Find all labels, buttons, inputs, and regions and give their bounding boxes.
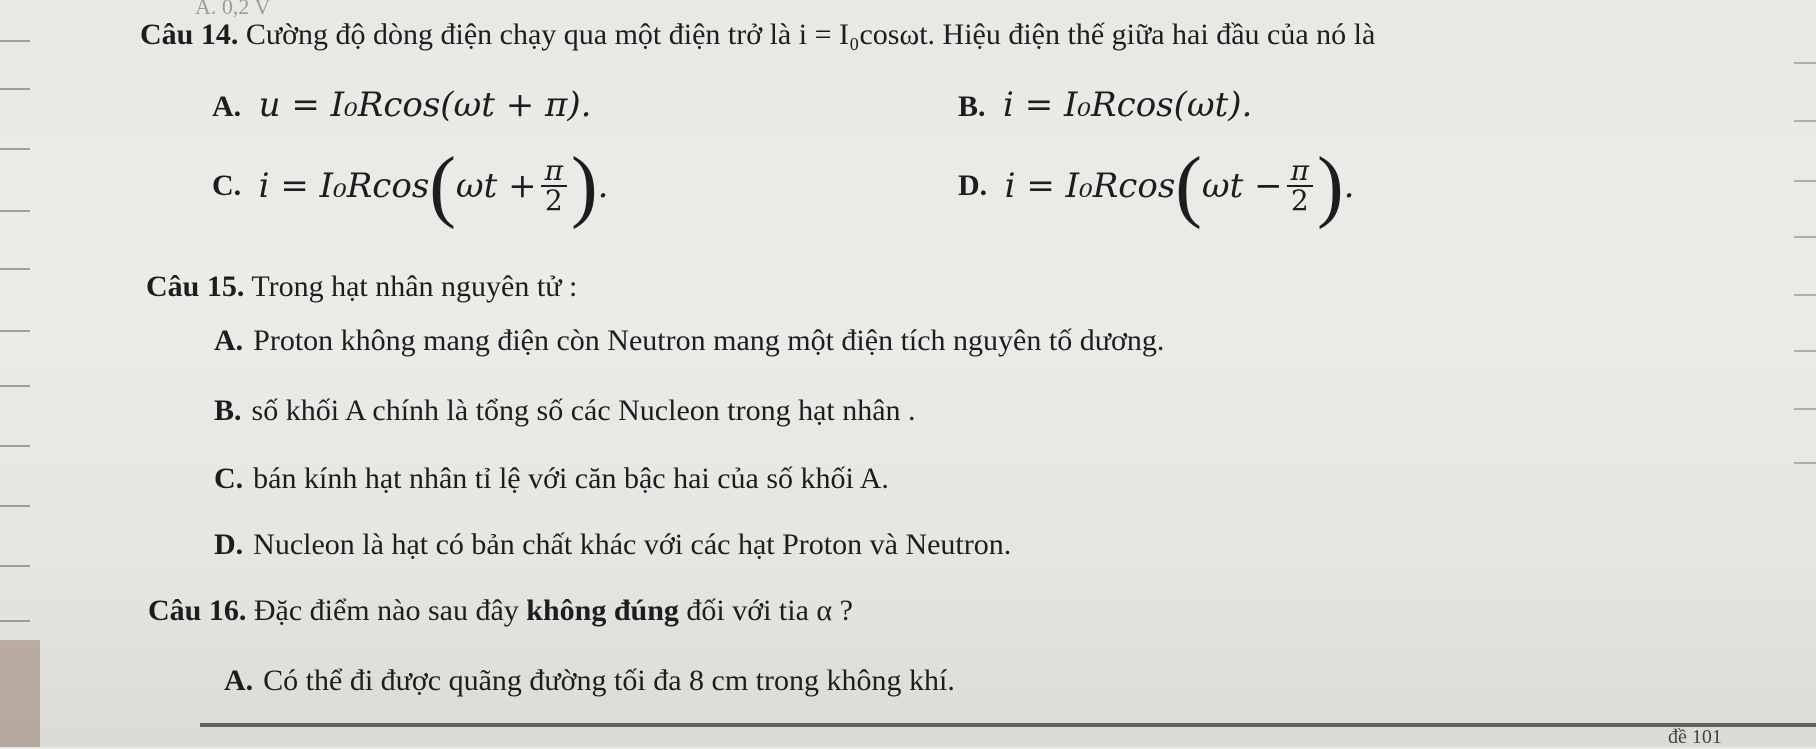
question-16 <box>148 596 853 626</box>
q15-option-a-label: A. <box>214 324 244 357</box>
q15-option-b-text: số khối A chính là tổng số các Nucleon trong hạt nhân . <box>251 394 916 427</box>
question-16-text-before: Đặc điểm nào sau đây <box>253 594 519 627</box>
q14-option-c-prefix: i = I₀Rcos <box>258 166 430 206</box>
q15-option-d-label: D. <box>214 528 244 561</box>
question-16-label: Câu 16. <box>148 594 247 627</box>
q15-option-c <box>214 464 889 494</box>
q14-option-d-fraction <box>1287 154 1313 217</box>
q14-option-a <box>212 85 592 125</box>
open-paren: ( <box>429 142 456 230</box>
q14-option-c-label: C. <box>212 169 242 202</box>
q15-option-c-label: C. <box>214 462 244 495</box>
q14-option-a-formula: u = I₀Rcos(ωt + π). <box>258 85 592 125</box>
q14-option-d-label: D. <box>958 169 988 202</box>
q15-option-a-text: Proton không mang điện còn Neutron mang một điện tích nguyên tố dương. <box>253 324 1165 357</box>
period: . <box>1343 166 1355 206</box>
question-15-text: Trong hạt nhân nguyên tử : <box>251 270 578 303</box>
open-paren: ( <box>1175 142 1202 230</box>
question-15-label: Câu 15. <box>146 270 245 303</box>
q16-option-a <box>224 666 955 696</box>
period: . <box>597 166 609 206</box>
q14-option-d-prefix: i = I₀Rcos <box>1004 166 1176 206</box>
q15-option-d <box>214 530 1011 560</box>
q14-option-d <box>958 142 1355 230</box>
q15-option-b-label: B. <box>214 394 242 427</box>
close-paren: ) <box>571 142 598 230</box>
q15-option-c-text: bán kính hạt nhân tỉ lệ với căn bậc hai của số khối A. <box>253 462 889 495</box>
q15-option-d-text: Nucleon là hạt có bản chất khác với các hạt Proton và Neutron. <box>253 528 1012 561</box>
top-fragment: A. 0,2 V <box>195 0 271 19</box>
q14-option-c-fraction <box>541 154 567 217</box>
question-16-text-after: đối với tia α ? <box>686 594 853 627</box>
question-14-text: Cường độ dòng điện chạy qua một điện trở là i = I₀cosωt. Hiệu điện thế giữa hai đầu của nó là <box>245 18 1376 51</box>
binder-edge <box>0 640 40 747</box>
q16-option-a-label: A. <box>224 664 254 697</box>
q15-option-b <box>214 396 916 426</box>
fraction-denominator: 2 <box>1290 184 1309 217</box>
question-14-label: Câu 14. <box>140 18 239 51</box>
q14-option-d-inner: ωt − <box>1201 166 1283 206</box>
q16-option-a-text: Có thể đi được quãng đường tối đa 8 cm trong không khí. <box>263 664 955 697</box>
q14-option-b-formula: i = I₀Rcos(ωt). <box>1003 85 1253 125</box>
fraction-numerator: π <box>541 157 567 187</box>
q14-option-b <box>958 85 1253 125</box>
q14-option-c-inner: ωt + <box>455 166 537 206</box>
q15-option-a <box>214 326 1164 356</box>
fraction-numerator: π <box>1287 157 1313 187</box>
question-16-emphasis: không đúng <box>526 594 679 627</box>
q14-option-c <box>212 142 609 230</box>
question-15 <box>146 272 577 302</box>
q14-option-b-label: B. <box>958 90 986 123</box>
bottom-rule <box>200 723 1816 727</box>
question-14 <box>140 20 1375 50</box>
footer-fragment: đề 101 <box>1668 726 1722 748</box>
close-paren: ) <box>1317 142 1344 230</box>
fraction-denominator: 2 <box>544 184 563 217</box>
q14-option-a-label: A. <box>212 90 242 123</box>
